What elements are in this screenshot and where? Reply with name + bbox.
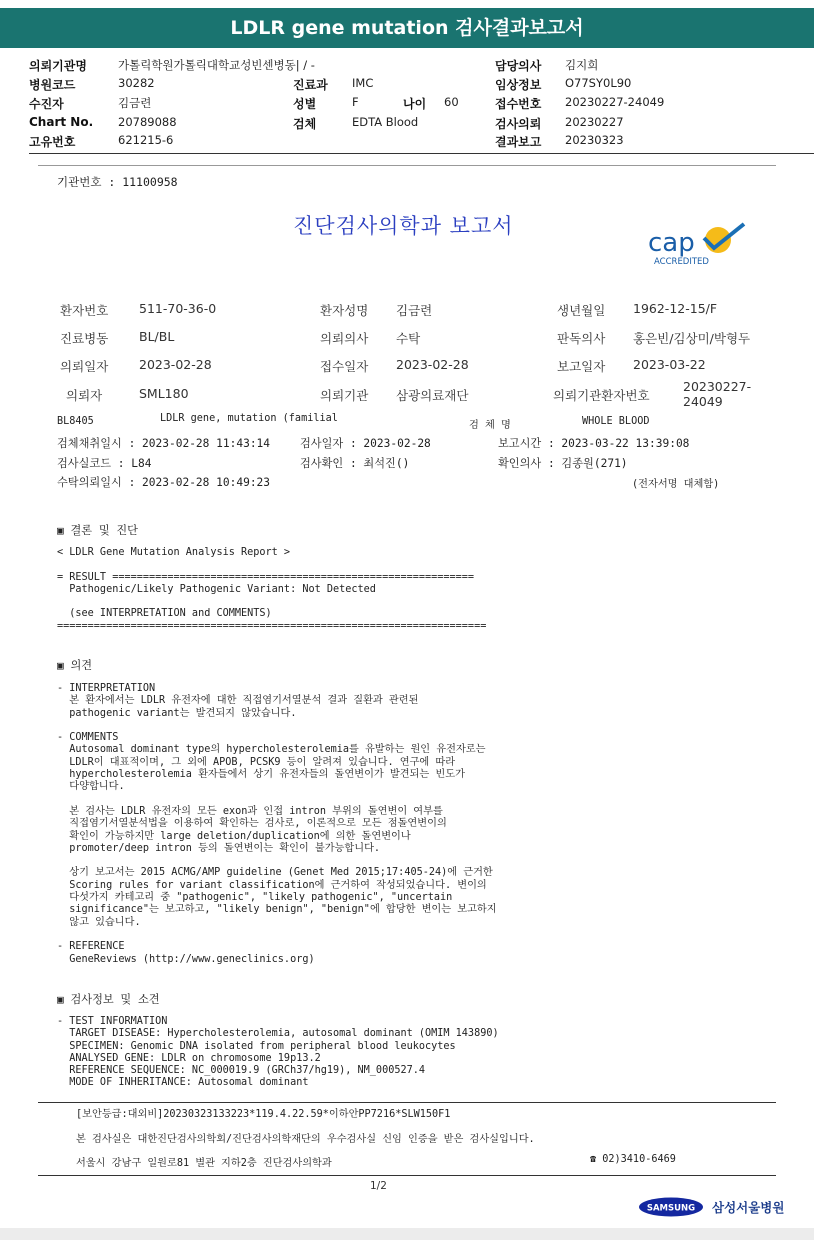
cap-text: cap xyxy=(648,228,695,258)
report-title: 진단검사의학과 보고서 xyxy=(293,214,514,238)
conclusion-body: < LDLR Gene Mutation Analysis Report > = RESULT =========================================================== Pathogenic/Likely Pathogenic Variant: Not Detected (see INTERPRETATION and COMMENTS) ====================================================================== xyxy=(57,547,487,632)
specimen-value: EDTA Blood xyxy=(352,115,419,129)
reading-doctor-label: 판독의사 xyxy=(557,331,606,346)
patient-name-value: 김금련 xyxy=(396,303,433,318)
request-value: 20230227 xyxy=(565,115,624,129)
result-report-label: 결과보고 xyxy=(495,135,542,149)
age-label: 나이 xyxy=(403,97,427,111)
hospital-code-value: 30282 xyxy=(118,76,155,90)
unique-no-label: 고유번호 xyxy=(29,135,76,149)
req-inst-patient-value-2: 24049 xyxy=(683,394,723,409)
cap-accredited-logo xyxy=(640,222,760,270)
report-date-value: 2023-03-22 xyxy=(633,357,706,372)
result-report-value: 20230323 xyxy=(565,133,624,147)
requester-label: 의뢰자 xyxy=(66,388,103,403)
hospital-name: 삼성서울병원 xyxy=(712,1200,785,1215)
doctor-value: 김지희 xyxy=(565,58,599,72)
request-label: 검사의뢰 xyxy=(495,117,542,131)
sex-value: F xyxy=(352,95,359,109)
chart-no-label: Chart No. xyxy=(29,115,94,129)
req-date-label: 의뢰일자 xyxy=(60,359,109,374)
page-number: 1/2 xyxy=(370,1180,387,1192)
report-time: 보고시간 : 2023-03-22 13:39:08 xyxy=(498,437,690,450)
department-label: 진료과 xyxy=(293,78,328,92)
reading-doctor-value: 홍은빈/김상미/박형두 xyxy=(633,331,751,346)
receipt-no-value: 20230227-24049 xyxy=(565,95,665,109)
req-inst-label: 의뢰기관 xyxy=(320,388,369,403)
test-name: LDLR gene, mutation (familial xyxy=(160,413,338,424)
req-doctor-value: 수탁 xyxy=(396,331,421,346)
opinion-body: - INTERPRETATION 본 환자에서는 LDLR 유전자에 대한 직접염기서열분석 결과 질환과 관련된 pathogenic variant는 발견되지 않았습니다. - COMMENTS Autosomal dominant type의 hypercholesterolemia를 유발하는 원인 유전자로는 LDLR이 대표적이며, 그 외에 APOB, PCSK9 등이 알려져 있습니다. 연구에 따라 hypercholesterolemia 환자들에서 상기 유전자들의 돌연변이가 발견되는 빈도가 다양합니다. 본 검사는 LDLR 유전자의 모든 exon과 인접 intron 부위의 돌연변이 여부를 직접염기서열분석법을 이용하여 확인하는 검사로, 이론적으로 모든 점돌연변이의 확인이 가능하지만 large deletion/duplication에 의한 돌연변이나 promoter/deep intron 등의 돌연변이는 확인이 불가능합니다. 상기 보고서는 2015 ACMG/AMP guideline (Genet Med 2015;17:405-24)에 근거한 Scoring rules for variant classification에 근거하여 작성되었습니다. 변이의 다섯가지 카테고리 중 "pathogenic", "likely pathogenic", "uncertain significance"는 보고하고, "likely benign", "benign"에 합당한 변이는 보고하지 않고 있습니다. - REFERENCE GeneReviews (http://www.geneclinics.org) xyxy=(57,683,497,965)
certification-text: 본 검사실은 대한진단검사의학회/진단검사의학재단의 우수검사실 신임 인증을 받은 검사실입니다. xyxy=(76,1134,535,1145)
hospital-value: 가톨릭학원가톨릭대학교성빈센병동| / - xyxy=(118,58,315,72)
samsung-logo xyxy=(638,1196,704,1218)
patient-no-value: 511-70-36-0 xyxy=(139,301,217,316)
patient-label: 수진자 xyxy=(29,97,64,111)
req-doctor-label: 의뢰의사 xyxy=(320,331,369,346)
footer-bottom-rule xyxy=(38,1175,776,1176)
samsung-logo-text: SAMSUNG xyxy=(646,1203,696,1214)
requester-value: SML180 xyxy=(139,386,189,401)
hospital-label: 의뢰기관명 xyxy=(29,59,87,73)
req-inst-patient-value-1: 20230227- xyxy=(683,379,752,394)
age-value: 60 xyxy=(444,95,459,109)
conclusion-heading: ▣ 결론 및 진단 xyxy=(57,524,138,537)
doctor-label: 담당의사 xyxy=(495,59,542,73)
sex-label: 성별 xyxy=(293,97,317,111)
specimen-name-label: 검 체 명 xyxy=(469,420,511,431)
lab-code: 검사실코드 : L84 xyxy=(57,457,152,470)
req-inst-patient-label: 의뢰기관환자번호 xyxy=(553,388,650,403)
testinfo-body: - TEST INFORMATION TARGET DISEASE: Hypercholesterolemia, autosomal dominant (OMIM 143890) SPECIMEN: Genomic DNA isolated from peripheral blood leukocytes ANALYSED GENE: LDLR on chromosome 19p13.2 REFERENCE SEQUENCE: NC_000019.9 (GRCh37/hg19), NM_000527.4 MODE OF INHERITANCE: Autosomal dominant xyxy=(57,1016,499,1089)
security-line: [보안등급:대외비]20230323133223*119.4.22.59*이하안PP7216*SLW150F1 xyxy=(76,1109,451,1120)
birth-value: 1962-12-15/F xyxy=(633,301,718,316)
clinical-info-label: 임상정보 xyxy=(495,78,542,92)
hospital-code-label: 병원코드 xyxy=(29,78,76,92)
confirm-doctor: 확인의사 : 김종원(271) xyxy=(498,457,628,470)
ward-label: 진료병동 xyxy=(60,331,109,346)
institution-number: 기관번호 : 11100958 xyxy=(57,175,178,189)
page-bottom-bar xyxy=(0,1228,814,1240)
specimen-label: 검체 xyxy=(293,117,317,131)
collect-time: 검체채취일시 : 2023-02-28 11:43:14 xyxy=(57,437,271,450)
ward-value: BL/BL xyxy=(139,329,175,344)
req-inst-value: 삼광의료재단 xyxy=(396,388,469,403)
receipt-date-label: 접수일자 xyxy=(320,359,369,374)
specimen-name-value: WHOLE BLOOD xyxy=(582,416,650,427)
patient-no-label: 환자번호 xyxy=(60,303,109,318)
cap-sub: ACCREDITED xyxy=(654,257,709,267)
receipt-date-value: 2023-02-28 xyxy=(396,357,469,372)
test-confirm: 검사확인 : 최석진() xyxy=(300,457,410,470)
report-banner-title: LDLR gene mutation 검사결과보고서 xyxy=(0,8,814,48)
address-text: 서울시 강남구 일원로81 별관 지하2층 진단검사의학과 xyxy=(76,1158,332,1169)
req-date-value: 2023-02-28 xyxy=(139,357,212,372)
receipt-no-label: 접수번호 xyxy=(495,97,542,111)
report-date-label: 보고일자 xyxy=(557,359,606,374)
e-signature-note: (전자서명 대체함) xyxy=(632,479,720,490)
footer-top-rule xyxy=(38,1102,776,1103)
phone-text: ☎ 02)3410-6469 xyxy=(590,1154,676,1165)
test-code: BL8405 xyxy=(57,416,94,427)
unique-no-value: 621215-6 xyxy=(118,133,174,147)
consign-time: 수탁의뢰일시 : 2023-02-28 10:49:23 xyxy=(57,476,271,489)
chart-no-value: 20789088 xyxy=(118,115,177,129)
birth-label: 생년월일 xyxy=(557,303,606,318)
clinical-info-value: O77SY0L90 xyxy=(565,76,632,90)
report-top-rule xyxy=(38,165,776,166)
test-date: 검사일자 : 2023-02-28 xyxy=(300,437,431,450)
department-value: IMC xyxy=(352,76,374,90)
opinion-heading: ▣ 의견 xyxy=(57,659,93,672)
patient-value: 김금련 xyxy=(118,96,152,110)
patient-name-label: 환자성명 xyxy=(320,303,369,318)
header-divider xyxy=(29,153,814,154)
testinfo-heading: ▣ 검사정보 및 소견 xyxy=(57,993,160,1006)
